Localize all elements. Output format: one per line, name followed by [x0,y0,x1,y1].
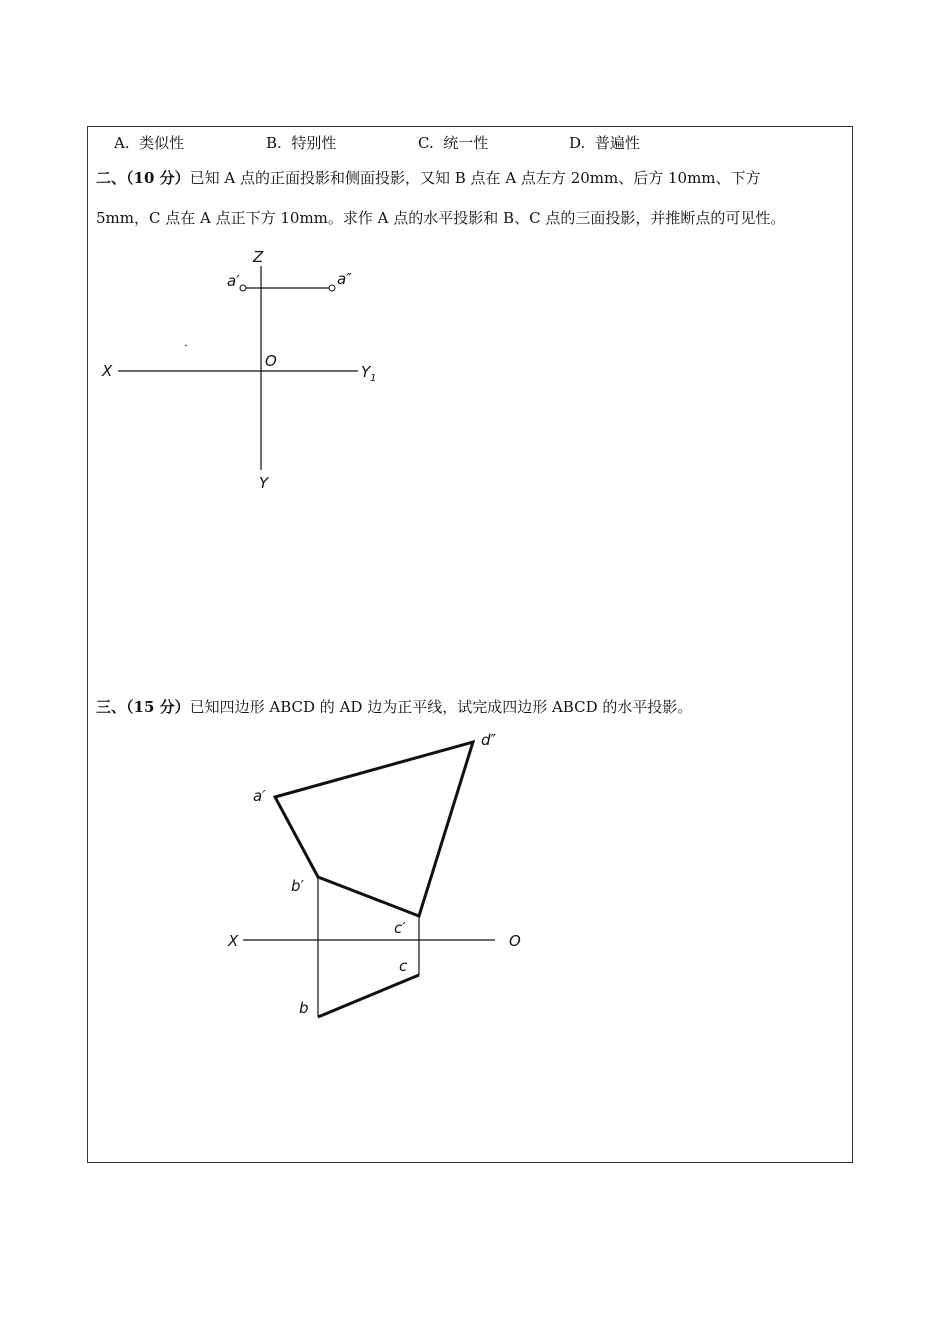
q3-label-b: b [299,999,309,1017]
q2-label-z: Z [253,248,264,266]
q2-label-y1: $Y_1$ [361,363,377,384]
q2-score: （10 分） [126,169,190,187]
q2-number: 二、 [96,169,127,187]
q2-line2: 5mm，C 点在 A 点正下方 10mm。求作 A 点的水平投影和 B、C 点的三面投影，并推断点的可见性。 [96,209,786,227]
q3-label-x: X [228,932,239,950]
q3-label-b-front: b′ [291,877,304,895]
q2-text-1: 已知 A 点的正面投影和侧面投影，又知 B 点在 A 点左方 20mm、后方 10mm、下方 [189,169,761,187]
option-d: D. 普遍性 [569,134,640,152]
q2-label-y: Y [259,474,269,492]
option-b: B. 特别性 [266,134,337,152]
q3-label-o: O [509,932,521,950]
q2-label-o: O [265,352,277,370]
q3-front-projection [275,742,473,916]
q2-label-a-side: a″ [337,270,352,288]
option-c: C. 统一性 [418,134,489,152]
q3-label-c-front: c′ [394,919,406,937]
q2-label-x: X [102,362,113,380]
q2-label-a-front: a′ [227,272,240,290]
q3-label-d-front: d″ [481,731,497,749]
q3-score: （15 分） [126,698,190,716]
q3-text: 已知四边形 ABCD 的 AD 边为正平线，试完成四边形 ABCD 的水平投影。 [189,698,693,716]
q3-horizontal-bc [318,975,419,1017]
q3-label-c: c [399,957,408,975]
option-a: A. 类似性 [114,134,185,152]
q3-label-a-front: a′ [253,787,266,805]
q3-number: 三、 [96,698,127,716]
